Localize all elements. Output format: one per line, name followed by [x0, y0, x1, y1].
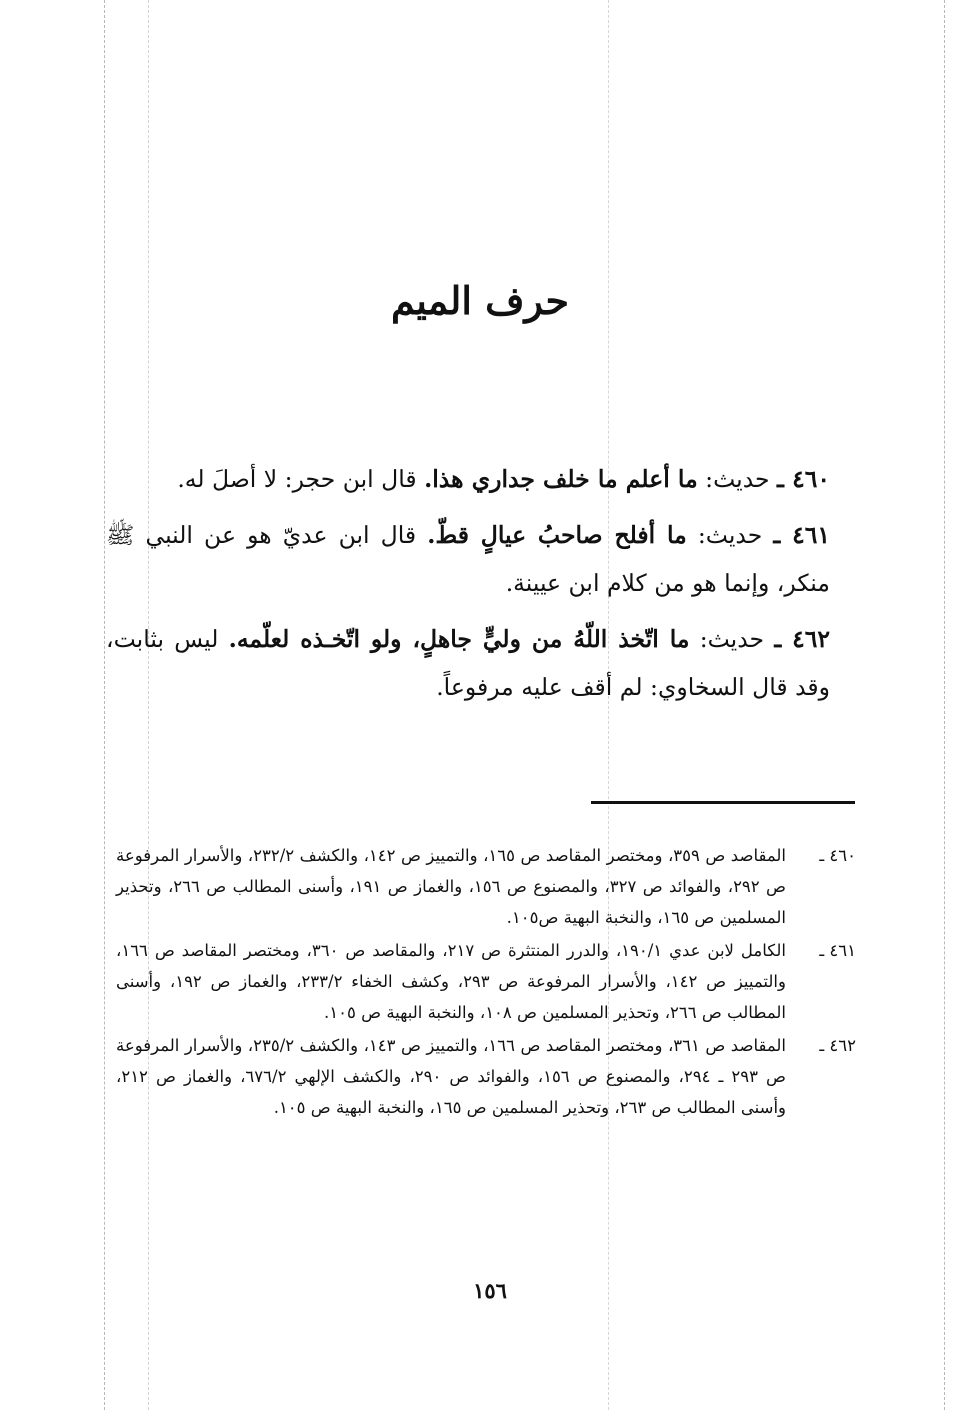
entry-label: حديث:: [699, 625, 765, 653]
hadith-entries: [106, 455, 830, 719]
footnotes: [116, 840, 856, 1125]
hadith-text: ما اتّخذ اللّهُ من وليٍّ جاهلٍ، ولو اتّخـذه لعلّمه.: [228, 625, 690, 653]
footnote: [116, 935, 856, 1028]
entry-label: حديث:: [697, 521, 763, 549]
scan-guide-line: [944, 0, 945, 1410]
footnote: [116, 840, 856, 933]
footnote-text: الكامل لابن عدي ١٩٠/١، والدرر المنتثرة ص ٢١٧، والمقاصد ص ٣٦٠، ومختصر المقاصد ص ١٦٦، والتمييز ص ١٤٢، والأسرار المرفوعة ص ٢٩٣، وكشف الخفاء ٢٣٣/٢، والغماز ص ١٩٢، وأسنى المطالب ص ٢٦٦، وتحذير المسلمين ص ١٠٨، والنخبة البهية ص ١٠٥.: [116, 941, 786, 1022]
footnote-number: ٤٦٠ ـ: [819, 846, 856, 865]
entry-comment: قال ابن حجر: لا أصلَ له.: [177, 465, 417, 493]
hadith-text: ما أفلح صاحبُ عيالٍ قطّ.: [427, 521, 687, 549]
entry-label: حديث:: [705, 465, 770, 493]
footnote-number: ٤٦٢ ـ: [819, 1036, 856, 1055]
footnote-separator: [591, 801, 855, 804]
entry-number: ٤٦١ ـ: [773, 521, 830, 549]
hadith-entry: [106, 615, 830, 711]
hadith-entry: [106, 511, 830, 607]
entry-number: ٤٦٢ ـ: [774, 625, 830, 653]
footnote: [116, 1030, 856, 1123]
footnote-number: ٤٦١ ـ: [819, 941, 856, 960]
hadith-entry: [106, 455, 830, 503]
chapter-title: حرف الميم: [391, 278, 569, 323]
footnote-text: المقاصد ص ٣٦١، ومختصر المقاصد ص ١٦٦، والتمييز ص ١٤٣، والكشف ٢٣٥/٢، والأسرار المرفوعة ص ٢٩٣ ـ ٢٩٤، والمصنوع ص ١٥٦، والفوائد ص ٢٩٠، والكشف الإلهي ٦٧٦/٢، والغماز ص ٢١٢، وأسنى المطالب ص ٢٦٣، وتحذير المسلمين ص ١٦٥، والنخبة البهية ص ١٠٥.: [116, 1036, 786, 1117]
entry-comment: ليس بثابت، وقد قال السخاوي: لم أقف عليه مرفوعاً.: [106, 625, 830, 701]
hadith-text: ما أعلم ما خلف جداري هذا.: [424, 465, 698, 493]
scan-guide-line: [104, 0, 105, 1410]
footnote-text: المقاصد ص ٣٥٩، ومختصر المقاصد ص ١٦٥، والتمييز ص ١٤٢، والكشف ٢٣٢/٢، والأسرار المرفوعة ص ٢٩٢، والفوائد ص ٣٢٧، والمصنوع ص ١٥٦، والغماز ص ١٩١، وأسنى المطالب ص ٢٦٦، وتحذير المسلمين ص ١٦٥، والنخبة البهية ص١٠٥.: [116, 846, 786, 927]
entry-number: ٤٦٠ ـ: [777, 465, 830, 493]
entry-comment: قال ابن عديّ هو عن النبي ﷺ منكر، وإنما هو من كلام ابن عيينة.: [106, 521, 830, 597]
page-number: ١٥٦: [473, 1278, 507, 1303]
